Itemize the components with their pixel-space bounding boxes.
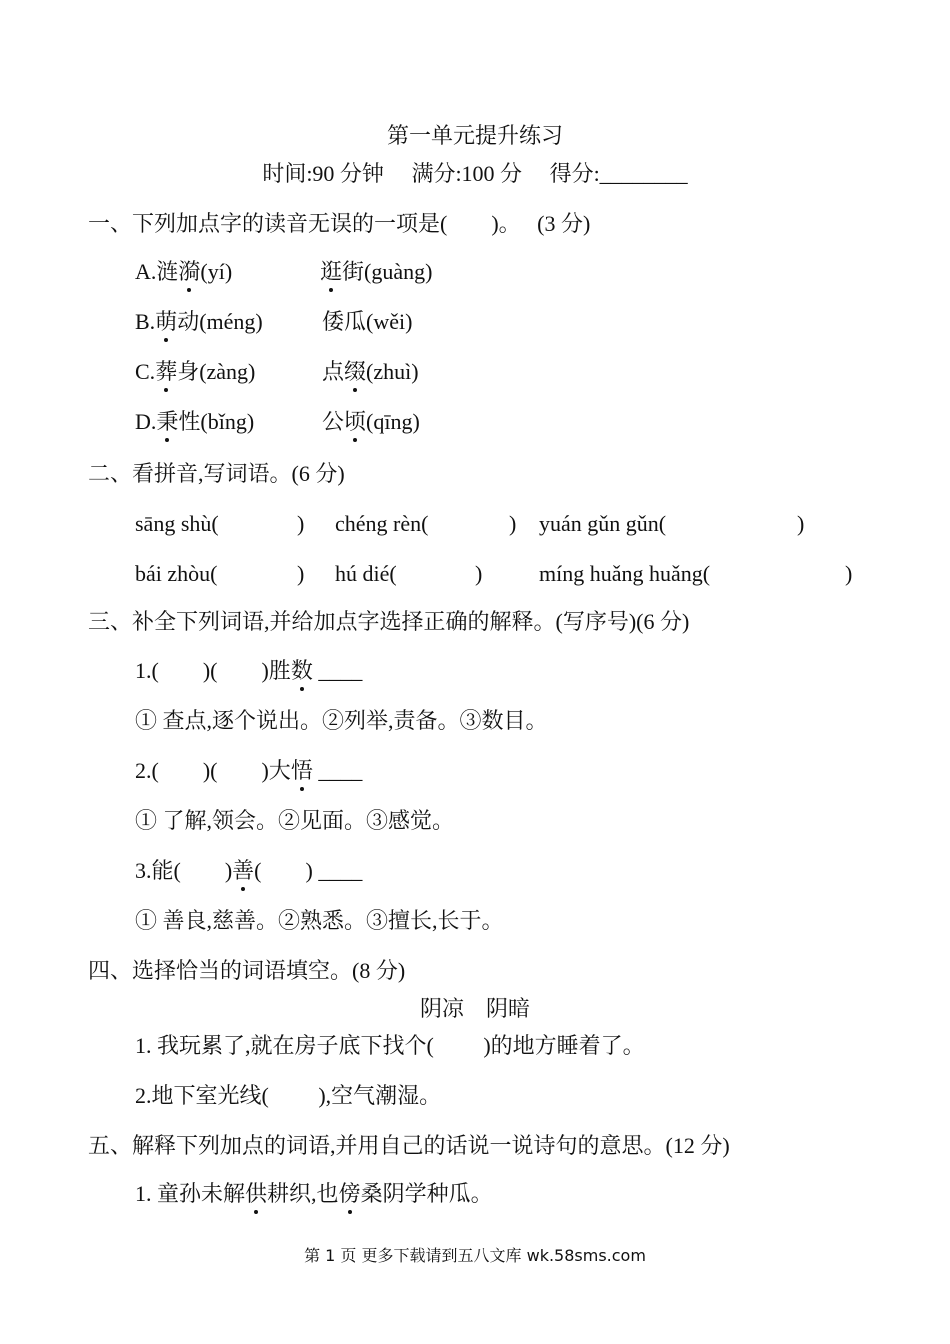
q4-sentence-2: 2.地下室光线( ),空气潮湿。 xyxy=(135,1083,442,1108)
q3-item-3: 3.能( )善( ) ____ xyxy=(135,858,363,883)
pinyin-item: míng huǎng huǎng( xyxy=(539,561,711,586)
pinyin-bracket: ) xyxy=(509,511,517,536)
q1-option-c: C.葬身(zàng) xyxy=(135,359,256,384)
time-limit: 时间:90 分钟 xyxy=(262,161,384,186)
q3-note-1: ① 查点,逐个说出。②列举,责备。③数目。 xyxy=(135,708,548,733)
q5-poem-line: 1. 童孙未解供耕织,也傍桑阴学种瓜。 xyxy=(135,1181,493,1206)
pinyin-bracket: ) xyxy=(297,511,305,536)
pinyin-bracket: ) xyxy=(475,561,483,586)
page-footer: 第 1 页 更多下载请到五八文库 wk.58sms.com xyxy=(304,1246,646,1265)
exam-info xyxy=(0,160,950,188)
q4-word-choices: 阴凉 阴暗 xyxy=(419,996,530,1021)
q1-option-a: A.涟漪(yí) xyxy=(135,259,233,284)
q3-note-3: ① 善良,慈善。②熟悉。③擅长,长于。 xyxy=(135,908,504,933)
q3-note-2: ① 了解,领会。②见面。③感觉。 xyxy=(135,808,455,833)
q1-option-d-word2: 公顷(qīng) xyxy=(322,409,420,434)
q2-stem: 二、看拼音,写词语。(6 分) xyxy=(88,461,345,486)
pinyin-bracket: ) xyxy=(297,561,305,586)
q3-item-1: 1.( )( )胜数 ____ xyxy=(135,658,363,683)
q1-option-d: D.秉性(bǐng) xyxy=(135,409,255,434)
q1-stem: 一、下列加点字的读音无误的一项是( )。 (3 分) xyxy=(88,211,591,236)
pinyin-item: hú dié( xyxy=(335,561,397,586)
q1-option-b-word2: 倭瓜(wěi) xyxy=(322,309,413,334)
q4-stem: 四、选择恰当的词语填空。(8 分) xyxy=(88,958,406,983)
q1-option-a-word2: 逛街(guàng) xyxy=(320,259,433,284)
q3-item-2: 2.( )( )大悟 ____ xyxy=(135,758,363,783)
pinyin-bracket: ) xyxy=(797,511,805,536)
pinyin-item: sāng shù( xyxy=(135,511,219,536)
q1-option-c-word2: 点缀(zhuì) xyxy=(322,359,419,384)
pinyin-item: bái zhòu( xyxy=(135,561,218,586)
q3-stem: 三、补全下列词语,并给加点字选择正确的解释。(写序号)(6 分) xyxy=(88,609,690,634)
q5-stem: 五、解释下列加点的词语,并用自己的话说一说诗句的意思。(12 分) xyxy=(88,1133,730,1158)
q4-sentence-1: 1. 我玩累了,就在房子底下找个( )的地方睡着了。 xyxy=(135,1033,645,1058)
score-blank: 得分:________ xyxy=(549,161,688,186)
pinyin-item: chéng rèn( xyxy=(335,511,429,536)
page-title: 第一单元提升练习 xyxy=(386,123,563,148)
q1-option-b: B.萌动(méng) xyxy=(135,309,263,334)
pinyin-bracket: ) xyxy=(845,561,853,586)
pinyin-item: yuán gǔn gǔn( xyxy=(539,511,667,536)
full-score: 满分:100 分 xyxy=(411,161,523,186)
